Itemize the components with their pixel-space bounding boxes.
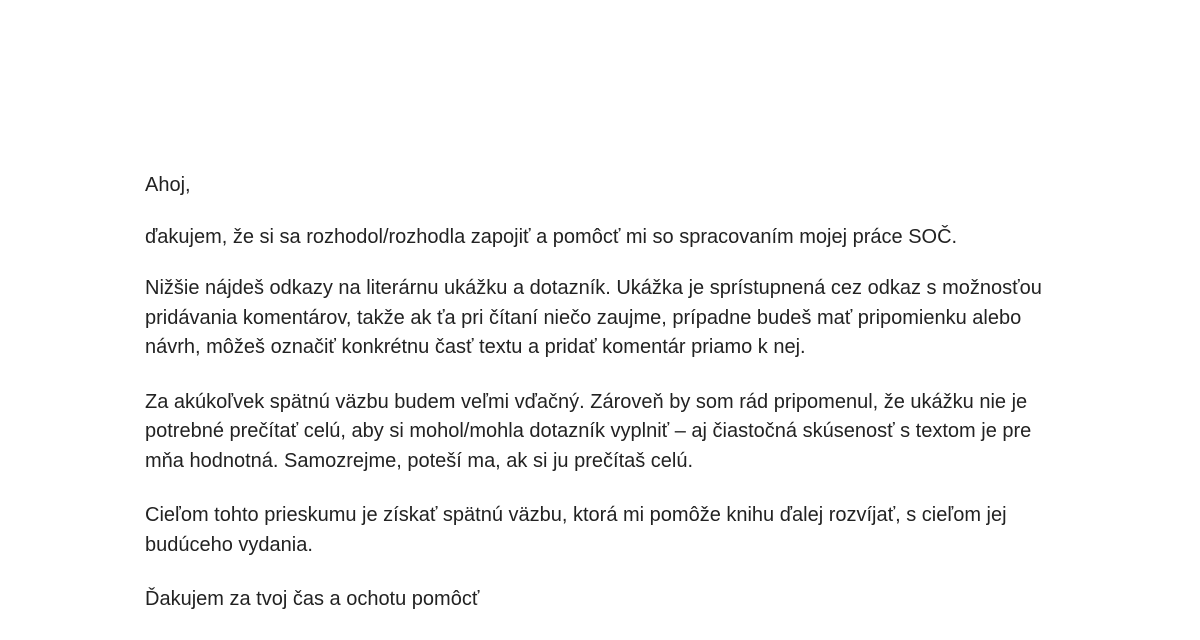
paragraph-closing: Ďakujem za tvoj čas a ochotu pomôcť (145, 588, 480, 610)
paragraph-feedback: Za akúkoľvek spätnú väzbu budem veľmi vďačný. Zároveň by som rád pripomenul, že ukážku nie je potrebné prečítať celú, aby si mohol/mohla dotazník vyplniť – aj čiastočná skúsenosť s textom je pre mňa hodnotná. Samozrejme, poteší ma, ak si ju prečítaš celú. (145, 390, 1032, 472)
greeting: Ahoj, (145, 174, 191, 196)
paragraph-thanks: ďakujem, že si sa rozhodol/rozhodla zapojiť a pomôcť mi so spracovaním mojej práce SOČ. (145, 225, 958, 248)
document-body (145, 171, 1065, 640)
paragraph-links: Nižšie nájdeš odkazy na literárnu ukážku a dotazník. Ukážka je sprístupnená cez odkaz s možnosťou pridávania komentárov, takže ak ťa pri čítaní niečo zaujme, prípadne budeš mať pripomienku alebo návrh, môžeš označiť konkrétnu časť textu a pridať komentár priamo k nej. (145, 277, 1042, 358)
paragraph-goal: Cieľom tohto prieskumu je získať spätnú väzbu, ktorá mi pomôže knihu ďalej rozvíjať, s cieľom jej budúceho vydania. (145, 504, 1007, 556)
